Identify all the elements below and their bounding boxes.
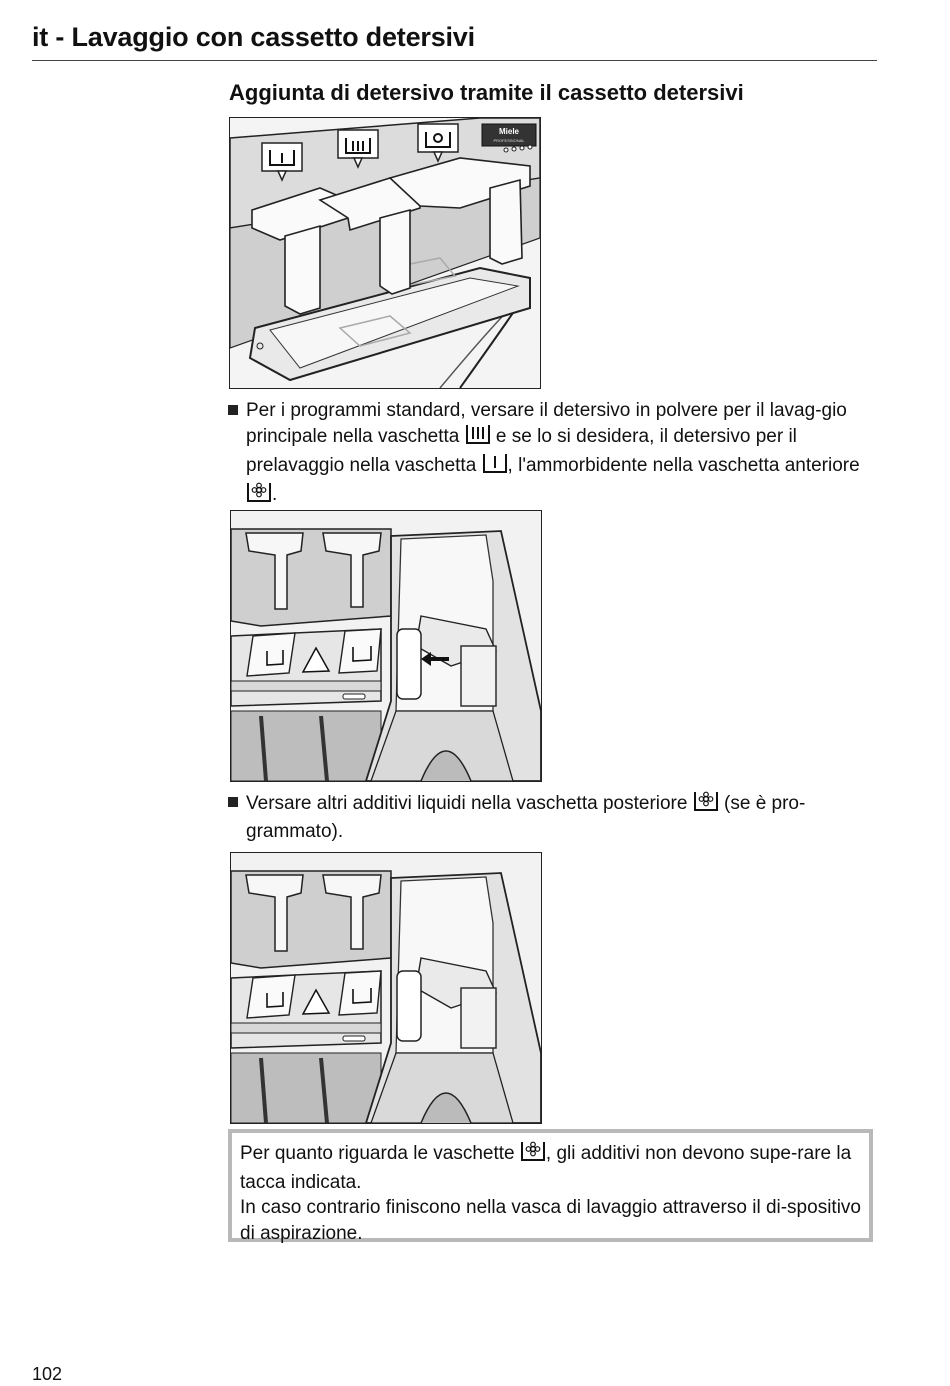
softener-icon	[693, 790, 719, 819]
header-divider	[32, 60, 877, 61]
rear-compartment-illustration	[231, 511, 541, 781]
bullet-marker	[228, 405, 238, 415]
prewash-icon	[482, 452, 508, 481]
bullet-marker	[228, 797, 238, 807]
instruction-bullet-2	[228, 790, 868, 844]
section-title: Aggiunta di detersivo tramite il cassetto detersivi	[229, 80, 744, 105]
page-number: 102	[32, 1364, 63, 1384]
brand-subtext: PROFESSIONAL	[493, 138, 525, 143]
bullet-2-part2: (se è pro-grammato).	[246, 793, 806, 842]
bullet-1-part1: Per i programmi standard, versare il detersivo in polvere per il lavag-gio principale nella vaschetta	[246, 400, 847, 447]
note-line-1	[240, 1140, 861, 1195]
page-header-title: it - Lavaggio con cassetto detersivi	[32, 22, 475, 52]
note-line-2: In caso contrario finiscono nella vasca di lavaggio attraverso il di-spositivo di aspirazione.	[240, 1197, 861, 1244]
figure-rear-compartment-arrow	[230, 510, 542, 782]
note-line-1-part1: Per quanto riguarda le vaschette	[240, 1143, 515, 1164]
drawer-overview-illustration	[230, 118, 540, 388]
bullet-2-text	[246, 790, 868, 844]
softener-icon	[520, 1140, 546, 1170]
rear-compartment-illustration-2	[231, 853, 541, 1123]
main-wash-icon	[465, 423, 491, 452]
bullet-1-text	[246, 398, 868, 510]
bullet-1-part3: , l'ammorbidente nella vaschetta anteriore	[507, 455, 860, 476]
bullet-1-part4: .	[272, 484, 278, 505]
figure-drawer-overview	[229, 117, 541, 389]
bullet-1-part2: e se lo si desidera, il detersivo per il prelavaggio nella vaschetta	[246, 426, 797, 476]
figure-rear-compartment	[230, 852, 542, 1124]
bullet-2-part1: Versare altri additivi liquidi nella vaschetta posteriore	[246, 793, 688, 814]
brand-text: Miele	[498, 127, 520, 136]
note-line-1-part2: , gli additivi non devono supe-rare la tacca indicata.	[240, 1143, 852, 1193]
instruction-bullet-1	[228, 398, 868, 510]
softener-icon	[246, 481, 272, 510]
note-box	[228, 1129, 873, 1242]
